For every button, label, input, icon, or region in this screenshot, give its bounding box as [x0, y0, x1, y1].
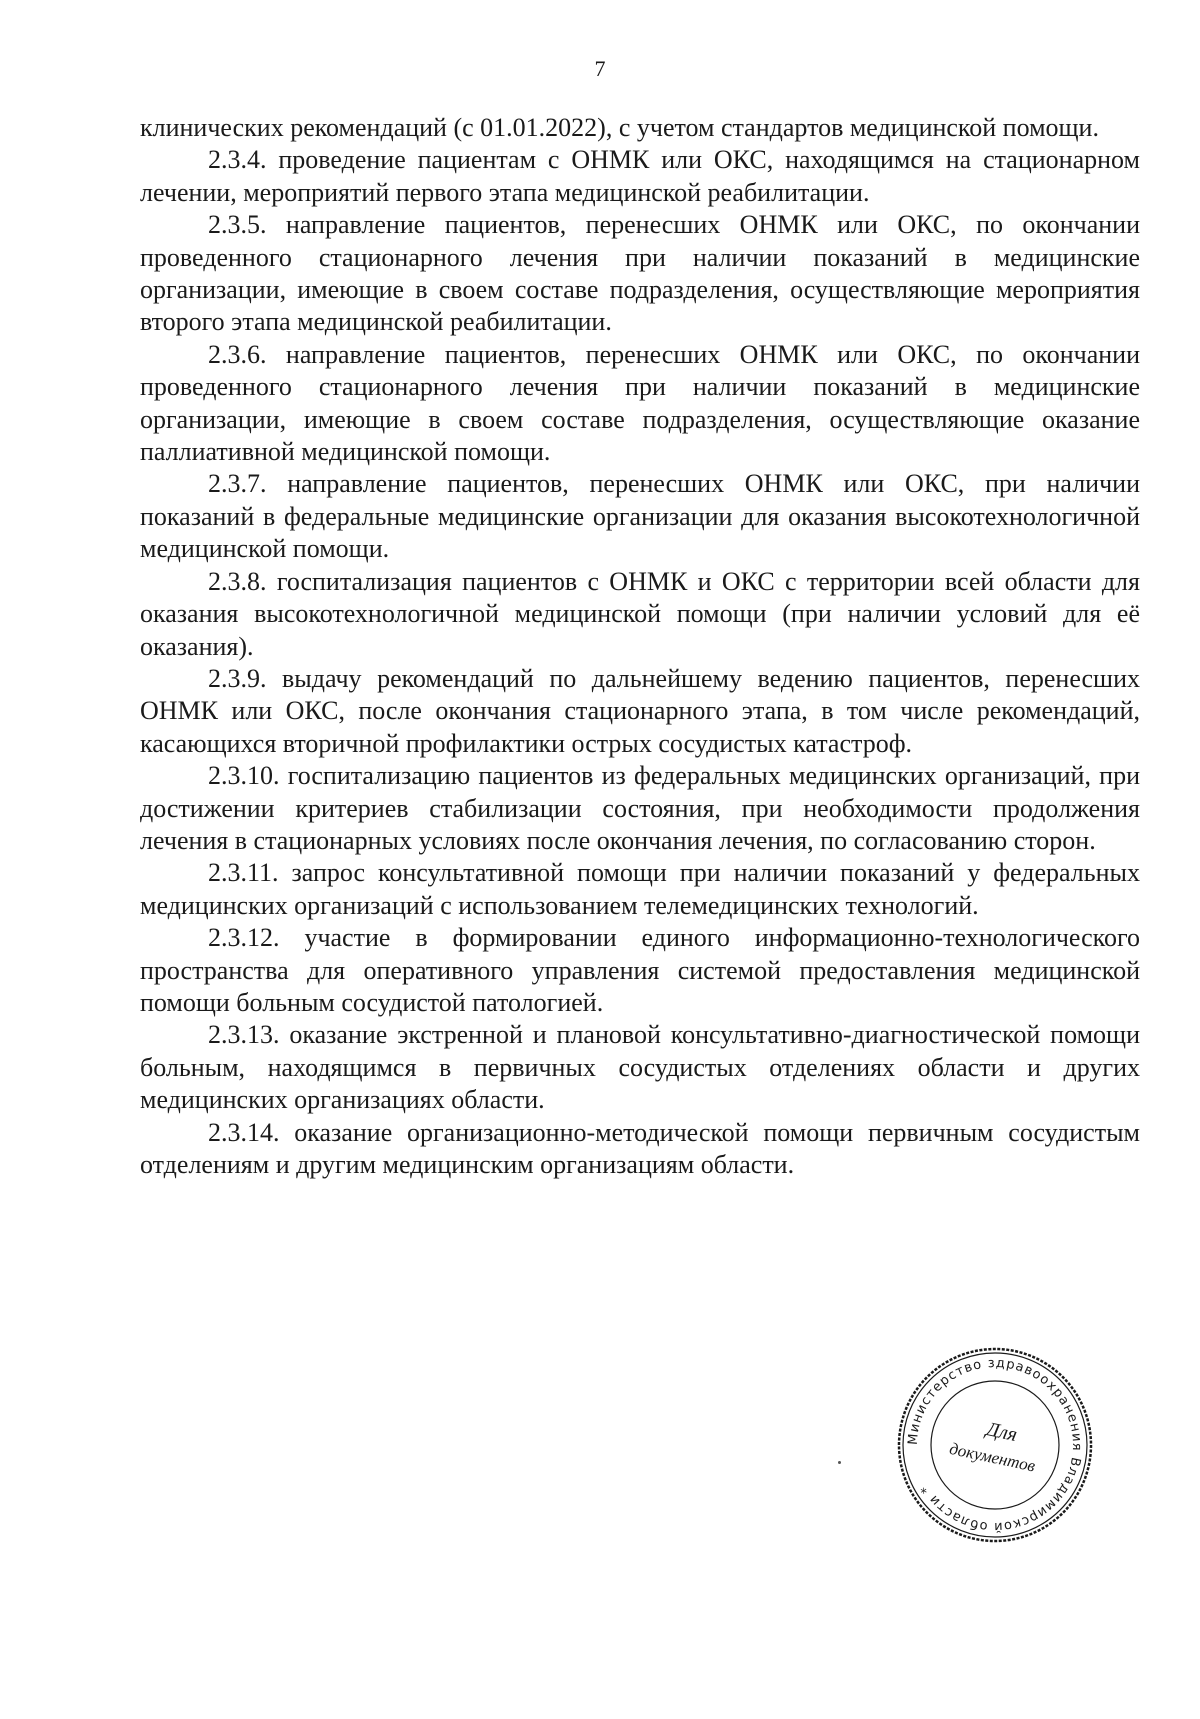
paragraph-continuation: клинических рекомендаций (с 01.01.2022), с учетом стандартов медицинской помощи.	[140, 113, 1099, 142]
stamp-seal-icon	[895, 1345, 1095, 1545]
paragraph-2-3-7: 2.3.7. направление пациентов, перенесших ОНМК или ОКС, при наличии показаний в федеральные медицинские организации для оказания высокотехнологичной медицинской помощи.	[140, 469, 1140, 564]
paragraph-2-3-14: 2.3.14. оказание организационно-методической помощи первичным сосудистым отделениям и другим медицинским организациям области.	[140, 1117, 1140, 1179]
scan-dot	[838, 1461, 841, 1464]
page-number: 7	[594, 56, 606, 81]
stamp-center-line2: документов	[947, 1438, 1038, 1476]
paragraph-2-3-6: 2.3.6. направление пациентов, перенесших ОНМК или ОКС, по окончании проведенного стационарного лечения при наличии показаний в медицинские организации, имеющие в своем составе подразделения, осуществляющие оказание паллиативной медицинской помощи.	[140, 339, 1140, 467]
paragraph-2-3-5: 2.3.5. направление пациентов, перенесших ОНМК или ОКС, по окончании проведенного стационарного лечения при наличии показаний в медицинские организации, имеющие в своем составе подразделения, осуществляющие мероприятия второго этапа медицинской реабилитации.	[140, 210, 1140, 337]
stamp-center-line1: Для	[984, 1418, 1020, 1447]
document-body	[140, 112, 1140, 1181]
paragraph-2-3-9: 2.3.9. выдачу рекомендаций по дальнейшему ведению пациентов, перенесших ОНМК или ОКС, после окончания стационарного этапа, в том числе рекомендаций, касающихся вторичной профилактики острых сосудистых катастроф.	[140, 663, 1140, 758]
paragraph-2-3-12: 2.3.12. участие в формировании единого информационно-технологического пространства для оперативного управления системой предоставления медицинской помощи больным сосудистой патологией.	[140, 923, 1140, 1017]
paragraph-2-3-11: 2.3.11. запрос консультативной помощи при наличии показаний у федеральных медицинских организаций с использованием телемедицинских технологий.	[140, 858, 1140, 920]
paragraph-2-3-4: 2.3.4. проведение пациентам с ОНМК или ОКС, находящимся на стационарном лечении, мероприятий первого этапа медицинской реабилитации.	[140, 145, 1140, 207]
stamp-ring-text: Министерство здравоохранения Владимирской области *	[905, 1355, 1085, 1535]
paragraph-2-3-8: 2.3.8. госпитализация пациентов с ОНМК и ОКС с территории всей области для оказания высокотехнологичной медицинской помощи (при наличии условий для её оказания).	[140, 566, 1140, 661]
official-stamp	[895, 1345, 1095, 1545]
paragraph-2-3-10: 2.3.10. госпитализацию пациентов из федеральных медицинских организаций, при достижении критериев стабилизации состояния, при необходимости продолжения лечения в стационарных условиях после окончания лечения, по согласованию сторон.	[140, 761, 1140, 855]
paragraph-2-3-13: 2.3.13. оказание экстренной и плановой консультативно-диагностической помощи больным, находящимся в первичных сосудистых отделениях области и других медицинских организациях области.	[140, 1020, 1140, 1115]
